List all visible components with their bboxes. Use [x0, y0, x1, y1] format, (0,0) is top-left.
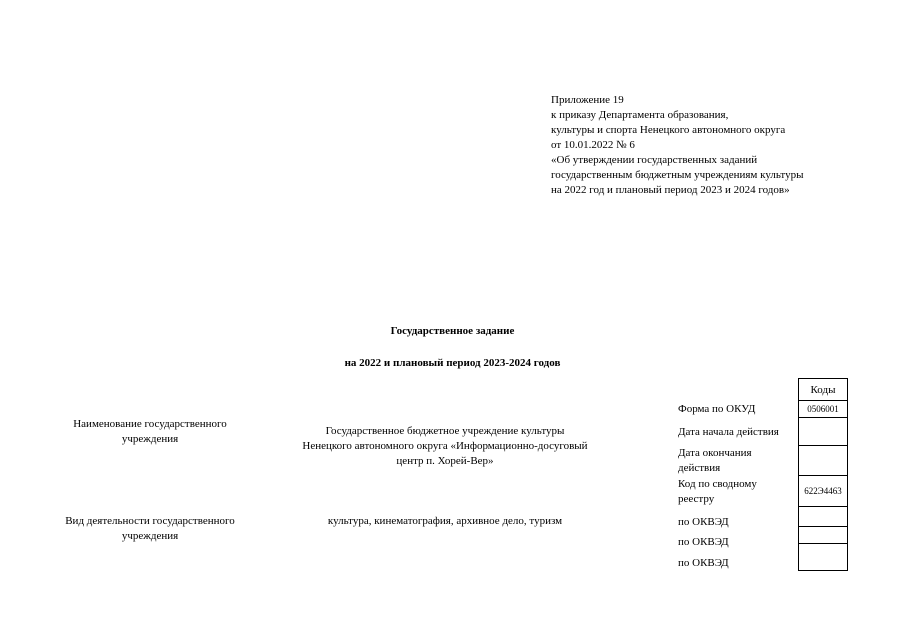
- institution-label-line: учреждения: [121, 433, 179, 445]
- activity-label-line: учреждения: [121, 530, 179, 542]
- institution-name: [270, 424, 620, 469]
- document-title-text: Государственное задание: [390, 325, 515, 337]
- code-cell-okved-1: [799, 507, 848, 527]
- institution-name-line: Государственное бюджетное учреждение культуры: [325, 425, 565, 437]
- appendix-line: «Об утверждении государственных заданий: [551, 154, 758, 166]
- codes-label-start-date: Дата начала действия: [678, 426, 779, 438]
- institution-label-line: Наименование государственного: [73, 418, 227, 430]
- activity-value: культура, кинематография, архивное дело, туризм: [327, 515, 563, 527]
- codes-label-okved-2: по ОКВЭД: [678, 536, 729, 548]
- code-cell-okud: 0506001: [799, 401, 848, 418]
- codes-label-okved-1: по ОКВЭД: [678, 516, 729, 528]
- appendix-line: к приказу Департамента образования,: [551, 109, 729, 121]
- appendix-line: Приложение 19: [551, 94, 624, 106]
- code-cell-okved-2: [799, 527, 848, 544]
- institution-name-line: центр п. Хорей-Вер»: [396, 455, 494, 467]
- activity-label: [40, 514, 260, 544]
- codes-label-registry: Код по сводному реестру: [678, 478, 757, 505]
- codes-label-okud: Форма по ОКУД: [678, 403, 756, 415]
- codes-header: Коды: [799, 379, 848, 401]
- document-subtitle-text: на 2022 и плановый период 2023-2024 годов: [344, 357, 561, 369]
- codes-label-okved-3: по ОКВЭД: [678, 557, 729, 569]
- appendix-line: государственным бюджетным учреждениям культуры: [551, 169, 804, 181]
- codes-label-end-date: Дата окончания действия: [678, 447, 752, 474]
- appendix-line: от 10.01.2022 № 6: [551, 139, 635, 151]
- code-cell-end-date: [799, 446, 848, 476]
- appendix-block: [551, 93, 871, 198]
- document-title: [0, 325, 905, 337]
- activity-label-line: Вид деятельности государственного: [65, 515, 235, 527]
- codes-table: [798, 378, 848, 571]
- institution-label: [40, 417, 260, 447]
- institution-name-line: Ненецкого автономного округа «Информационно-досуговый: [302, 440, 588, 452]
- code-cell-registry: 622Э4463: [799, 476, 848, 507]
- appendix-line: культуры и спорта Ненецкого автономного округа: [551, 124, 786, 136]
- code-cell-start-date: [799, 418, 848, 446]
- code-cell-okved-3: [799, 544, 848, 571]
- appendix-line: на 2022 год и плановый период 2023 и 2024 годов»: [551, 184, 790, 196]
- document-subtitle: [0, 357, 905, 369]
